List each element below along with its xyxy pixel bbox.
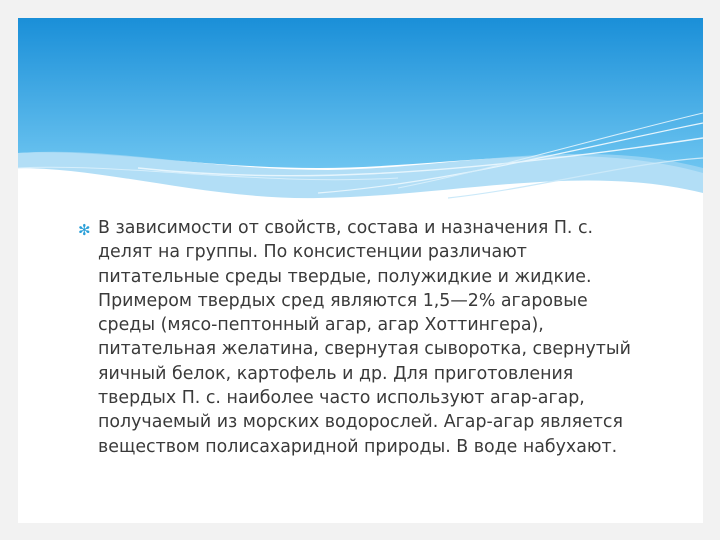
asterisk-icon: ✻: [78, 221, 91, 239]
header-wave-banner: [18, 18, 703, 218]
paragraph-line: веществом полисахаридной природы. В воде набухают.: [98, 436, 618, 457]
bullet-item: [78, 216, 678, 459]
paragraph-line: питательная желатина, свернутая сыворотка, свернутый: [98, 339, 631, 360]
paragraph-line: питательные среды твердые, полужидкие и жидкие.: [98, 266, 592, 287]
paragraph-line: делят на группы. По консистенции различают: [98, 242, 527, 263]
sky-background: [18, 18, 703, 173]
content-area: [78, 216, 678, 459]
paragraph-line: Примером твердых сред являются 1,5—2% агаровые: [98, 290, 588, 311]
paragraph-line: В зависимости от свойств, состава и назначения П. с.: [98, 218, 594, 238]
paragraph-line: среды (мясо-пептонный агар, агар Хоттингера),: [98, 315, 544, 336]
paragraph: [98, 216, 631, 459]
paragraph-line: получаемый из морских водорослей. Агар-агар является: [98, 412, 623, 433]
slide: [18, 18, 703, 523]
paragraph-line: яичный белок, картофель и др. Для приготовления: [98, 363, 574, 384]
paragraph-line: твердых П. с. наиболее часто используют агар-агар,: [98, 388, 585, 409]
